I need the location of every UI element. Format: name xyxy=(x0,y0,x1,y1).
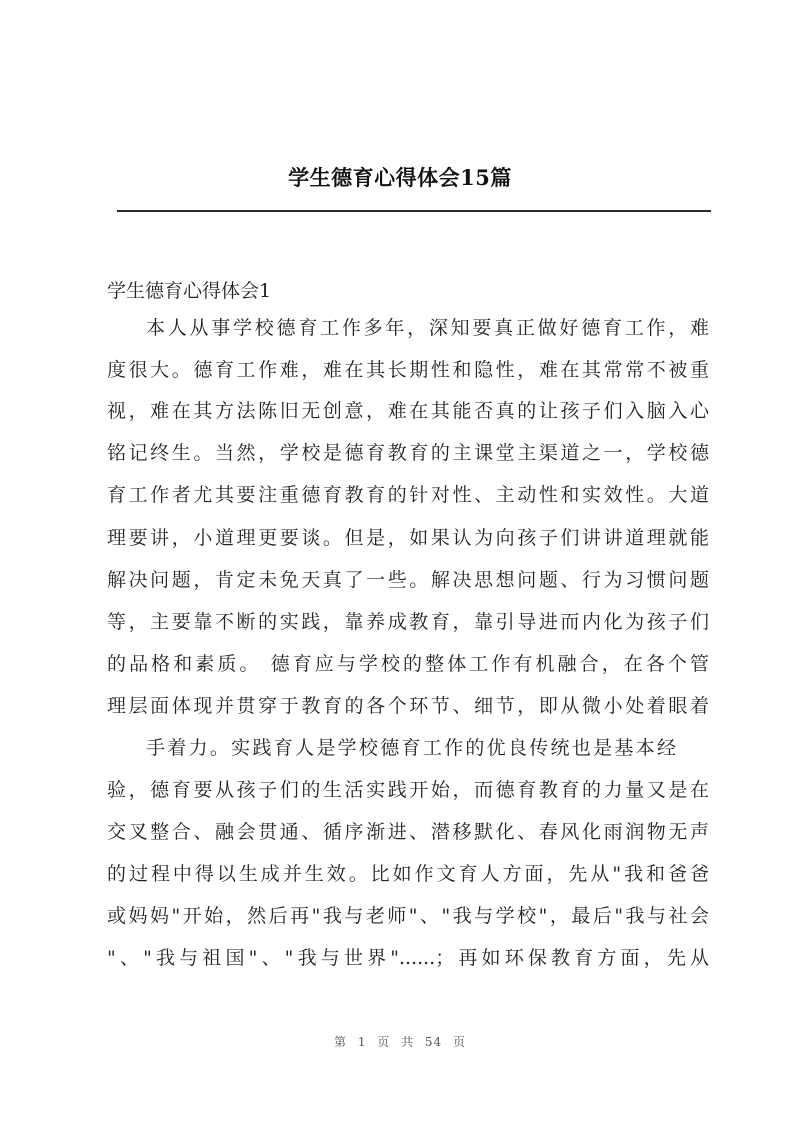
title-divider xyxy=(117,210,711,212)
section-heading: 学生德育心得体会1 xyxy=(107,280,272,302)
paragraph-line: 的品格和素质。 德育应与学校的整体工作有机融合，在各个管 xyxy=(107,653,709,675)
paragraph-line: 或妈妈"开始，然后再"我与老师"、"我与学校"，最后"我与社会 xyxy=(107,905,709,927)
paragraph-line: 的过程中得以生成并生效。比如作文育人方面，先从"我和爸爸 xyxy=(107,863,709,885)
paragraph-line: "、"我与祖国"、"我与世界"......；再如环保教育方面，先从 xyxy=(107,947,709,969)
paragraph-line: 理要讲，小道理更要谈。但是，如果认为向孩子们讲讲道理就能 xyxy=(107,527,709,549)
paragraph-line: 育工作者尤其要注重德育教育的针对性、主动性和实效性。大道 xyxy=(107,484,709,506)
paragraph-line: 等，主要靠不断的实践，靠养成教育，靠引导进而内化为孩子们 xyxy=(107,611,709,633)
paragraph-line: 铭记终生。当然，学校是德育教育的主课堂主渠道之一，学校德 xyxy=(107,442,709,464)
paragraph-line: 理层面体现并贯穿于教育的各个环节、细节，即从微小处着眼着 xyxy=(107,695,709,717)
paragraph-line: 本人从事学校德育工作多年，深知要真正做好德育工作，难 xyxy=(146,317,709,339)
paragraph-line: 度很大。德育工作难，难在其长期性和隐性，难在其常常不被重 xyxy=(107,359,709,381)
paragraph-line: 交叉整合、融会贯通、循序渐进、潜移默化、春风化雨润物无声 xyxy=(107,821,709,843)
paragraph-line: 验，德育要从孩子们的生活实践开始，而德育教育的力量又是在 xyxy=(107,779,709,801)
page-title: 学生德育心得体会15篇 xyxy=(288,165,512,190)
paragraph-line: 视，难在其方法陈旧无创意，难在其能否真的让孩子们入脑入心 xyxy=(107,400,709,422)
page-number-footer: 第 1 页 共 54 页 xyxy=(334,1035,466,1049)
paragraph-line: 手着力。实践育人是学校德育工作的优良传统也是基本经 xyxy=(146,737,676,759)
paragraph-line: 解决问题，肯定未免天真了一些。解决思想问题、行为习惯问题 xyxy=(107,569,709,591)
